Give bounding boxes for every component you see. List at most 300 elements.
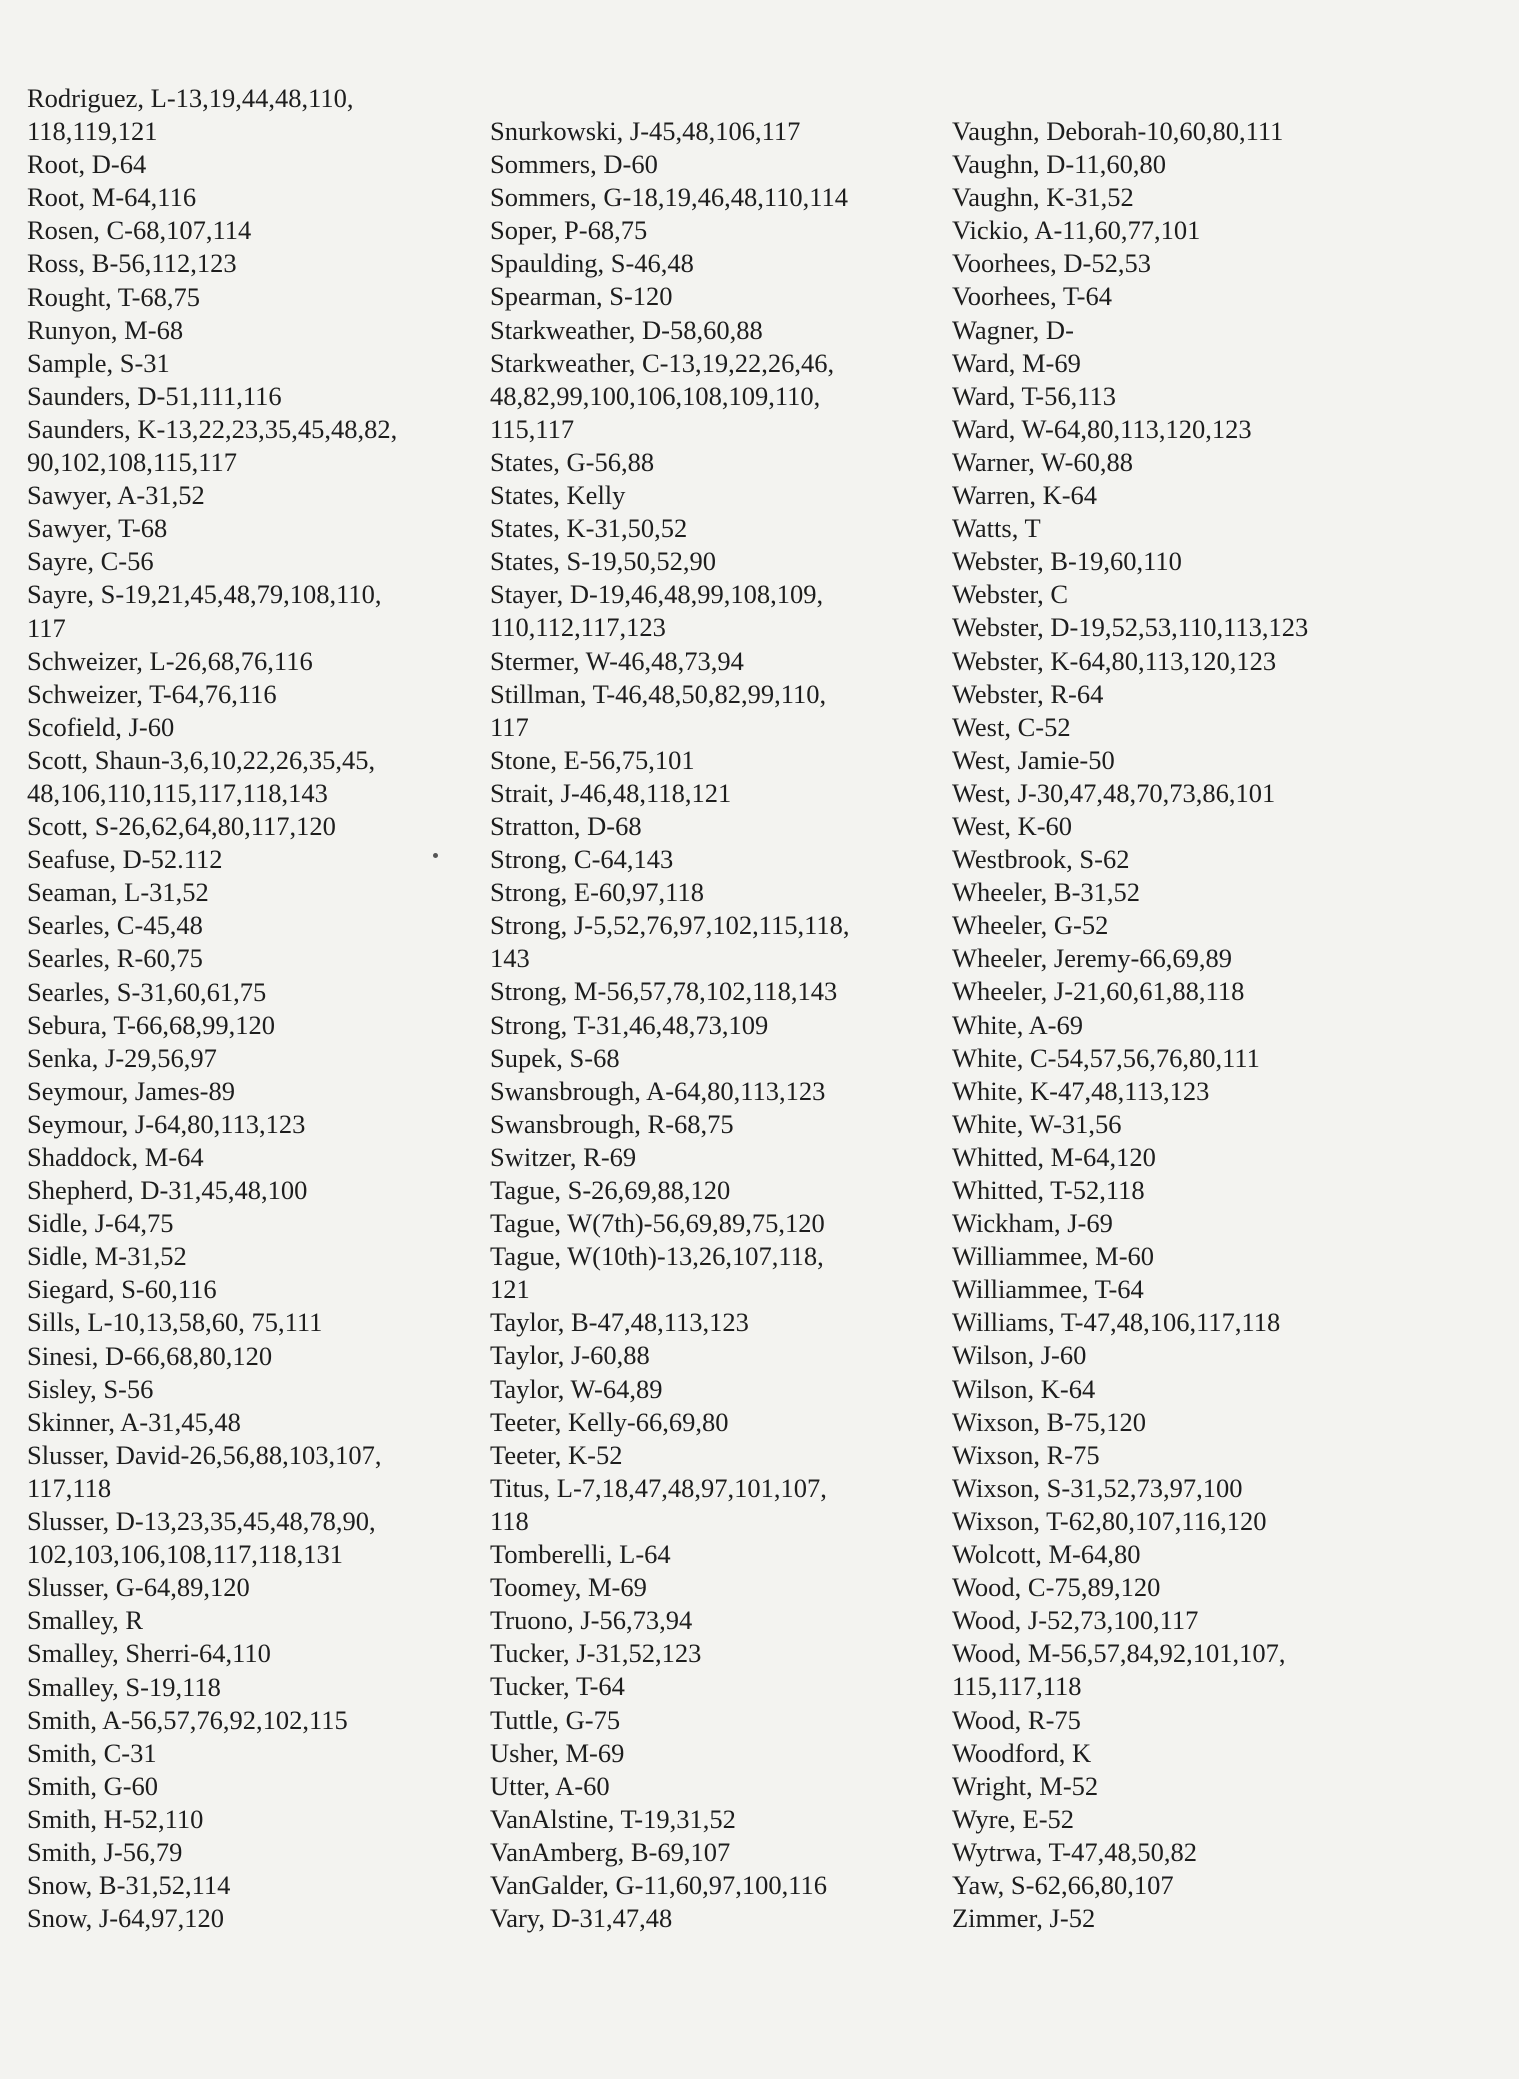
index-entry-line: Wheeler, B-31,52 (952, 877, 1141, 908)
index-entry (490, 1637, 930, 1670)
index-entry-line: Westbrook, S-62 (952, 844, 1130, 875)
index-entry-line: Searles, R-60,75 (27, 943, 203, 974)
index-entry-line: Wilson, K-64 (952, 1373, 1096, 1404)
index-entry (952, 1571, 1392, 1604)
index-entry (490, 247, 930, 280)
index-entry-line: Schweizer, L-26,68,76,116 (27, 645, 313, 676)
index-entry (27, 1174, 467, 1207)
index-entry-line: Tomberelli, L-64 (490, 1539, 671, 1570)
index-entry (490, 1472, 930, 1538)
index-entry-line: West, Jamie-50 (952, 744, 1115, 775)
index-entry (490, 1439, 930, 1472)
index-entry-line: Wilson, J-60 (952, 1340, 1087, 1371)
index-entry-line: Vaughn, K-31,52 (952, 182, 1134, 213)
index-entry (490, 512, 930, 545)
index-entry (952, 645, 1392, 678)
index-entry-line: Strait, J-46,48,118,121 (490, 777, 732, 808)
index-entry-line: Rodriguez, L-13,19,44,48,110, (27, 83, 354, 113)
index-entry-line: Saunders, D-51,111,116 (27, 380, 282, 411)
index-entry-line: Teeter, K-52 (490, 1439, 623, 1470)
index-entry (952, 1737, 1392, 1770)
index-entry (27, 1637, 467, 1670)
index-entry (490, 115, 930, 148)
index-entry-line: Smith, C-31 (27, 1737, 157, 1768)
index-entry-line: Searles, C-45,48 (27, 910, 203, 941)
index-column-2 (490, 115, 930, 1935)
index-entry-line: Wagner, D- (952, 314, 1074, 345)
index-entry (27, 281, 467, 314)
index-entry-line: Smith, H-52,110 (27, 1803, 204, 1834)
index-entry-line: West, C-52 (952, 711, 1071, 742)
index-entry (490, 347, 930, 446)
index-entry-line: Swansbrough, A-64,80,113,123 (490, 1075, 826, 1106)
index-entry (27, 1671, 467, 1704)
index-entry (27, 1075, 467, 1108)
index-entry (27, 1141, 467, 1174)
index-entry (952, 1472, 1392, 1505)
index-entry (490, 181, 930, 214)
index-entry (490, 1306, 930, 1339)
index-entry-line: Wixson, T-62,80,107,116,120 (952, 1505, 1267, 1536)
index-entry (490, 1339, 930, 1372)
index-entry-line: Whitted, M-64,120 (952, 1141, 1156, 1172)
index-entry-continuation: 118,119,121 (27, 116, 158, 147)
index-entry-line: Wyre, E-52 (952, 1803, 1075, 1834)
index-entry-continuation: 90,102,108,115,117 (27, 447, 238, 478)
index-entry-line: Scofield, J-60 (27, 711, 175, 742)
index-entry-line: Stayer, D-19,46,48,99,108,109, (490, 579, 824, 610)
index-entry (952, 1505, 1392, 1538)
index-entry-line: West, K-60 (952, 810, 1073, 841)
index-entry-line: Smith, G-60 (27, 1770, 159, 1801)
index-entry (952, 1207, 1392, 1240)
index-entry-line: Seafuse, D-52.112 (27, 844, 223, 875)
index-entry-line: Seymour, James-89 (27, 1075, 235, 1106)
index-entry-line: Wheeler, Jeremy-66,69,89 (952, 943, 1233, 974)
index-entry-line: States, G-56,88 (490, 446, 655, 477)
index-entry (27, 578, 467, 644)
index-entry (27, 876, 467, 909)
index-entry-line: Sommers, G-18,19,46,48,110,114 (490, 182, 848, 213)
index-entry-continuation: 121 (490, 1274, 530, 1305)
index-entry-line: White, C-54,57,56,76,80,111 (952, 1042, 1260, 1073)
index-entry-line: Tuttle, G-75 (490, 1704, 621, 1735)
index-entry (490, 744, 930, 777)
index-entry-line: Senka, J-29,56,97 (27, 1042, 217, 1073)
index-entry (490, 1406, 930, 1439)
index-entry-line: Stermer, W-46,48,73,94 (490, 645, 744, 676)
index-entry-line: VanAmberg, B-69,107 (490, 1836, 731, 1867)
index-entry-line: Slusser, David-26,56,88,103,107, (27, 1439, 382, 1470)
index-entry-line: States, Kelly (490, 480, 626, 511)
index-entry-line: Williammee, T-64 (952, 1274, 1144, 1305)
index-entry (27, 1571, 467, 1604)
index-entry-line: Wheeler, G-52 (952, 910, 1109, 941)
index-entry-line: Wytrwa, T-47,48,50,82 (952, 1836, 1197, 1867)
index-entry (490, 148, 930, 181)
index-entry-line: Starkweather, D-58,60,88 (490, 314, 763, 345)
index-entry-line: Searles, S-31,60,61,75 (27, 976, 267, 1007)
index-entry-line: Tague, W(7th)-56,69,89,75,120 (490, 1208, 825, 1239)
index-entry (27, 645, 467, 678)
index-entry-continuation: 118 (490, 1505, 529, 1536)
index-entry (490, 545, 930, 578)
index-entry-line: States, S-19,50,52,90 (490, 546, 716, 577)
index-entry-line: Vary, D-31,47,48 (490, 1903, 673, 1934)
index-entry-line: Wixson, S-31,52,73,97,100 (952, 1472, 1243, 1503)
index-entry-line: Tague, S-26,69,88,120 (490, 1175, 731, 1205)
index-entry-line: Vaughn, D-11,60,80 (952, 149, 1166, 180)
index-entry-line: Sebura, T-66,68,99,120 (27, 1009, 276, 1040)
index-entry (952, 148, 1392, 181)
index-entry (952, 280, 1392, 313)
index-entry (27, 1042, 467, 1075)
index-entry-line: Sidle, J-64,75 (27, 1208, 174, 1239)
index-entry (952, 545, 1392, 578)
index-entry-line: Wolcott, M-64,80 (952, 1539, 1141, 1570)
index-entry (27, 148, 467, 181)
index-entry (952, 1803, 1392, 1836)
index-entry-line: Webster, B-19,60,110 (952, 546, 1182, 577)
index-entry-line: Smalley, S-19,118 (27, 1671, 221, 1702)
index-entry (952, 1637, 1392, 1703)
index-entry-line: Schweizer, T-64,76,116 (27, 678, 277, 709)
index-entry-line: Ward, W-64,80,113,120,123 (952, 413, 1252, 444)
index-entry-line: Seymour, J-64,80,113,123 (27, 1108, 306, 1139)
index-entry (952, 611, 1392, 644)
index-entry (952, 678, 1392, 711)
index-entry-line: Teeter, Kelly-66,69,80 (490, 1406, 729, 1437)
index-entry-line: Zimmer, J-52 (952, 1903, 1096, 1934)
index-entry (490, 1737, 930, 1770)
index-entry-line: Wheeler, J-21,60,61,88,118 (952, 976, 1245, 1007)
index-entry (27, 976, 467, 1009)
index-entry (27, 247, 467, 280)
index-entry (490, 314, 930, 347)
index-entry (27, 1902, 467, 1935)
index-entry (952, 1009, 1392, 1042)
index-entry (952, 810, 1392, 843)
index-entry-line: West, J-30,47,48,70,73,86,101 (952, 777, 1276, 808)
index-entry (27, 1306, 467, 1339)
index-entry (490, 214, 930, 247)
index-entry-line: Williammee, M-60 (952, 1241, 1155, 1272)
index-entry-line: Slusser, G-64,89,120 (27, 1572, 250, 1603)
index-entry (952, 1439, 1392, 1472)
index-entry (27, 1439, 467, 1505)
index-entry (27, 1108, 467, 1141)
index-entry (27, 942, 467, 975)
index-entry (27, 1240, 467, 1273)
index-entry-continuation: 110,112,117,123 (490, 612, 666, 643)
index-entry-line: Wood, R-75 (952, 1704, 1081, 1735)
index-entry (952, 512, 1392, 545)
index-entry-line: Shaddock, M-64 (27, 1142, 204, 1172)
index-entry (490, 1836, 930, 1869)
index-entry-continuation: 115,117 (490, 413, 575, 444)
index-entry (490, 777, 930, 810)
index-entry-line: Truono, J-56,73,94 (490, 1605, 693, 1636)
index-entry-continuation: 117 (490, 711, 529, 742)
index-entry-line: Tague, W(10th)-13,26,107,118, (490, 1241, 824, 1272)
index-entry-line: Voorhees, T-64 (952, 281, 1112, 312)
index-entry (27, 545, 467, 578)
index-entry (952, 413, 1392, 446)
index-entry (490, 1108, 930, 1141)
index-entry-line: Supek, S-68 (490, 1042, 620, 1073)
index-entry-line: Runyon, M-68 (27, 314, 184, 345)
index-entry (27, 214, 467, 247)
index-entry (490, 843, 930, 876)
index-entry-line: Sample, S-31 (27, 347, 170, 378)
index-entry (490, 1902, 930, 1935)
index-entry (952, 1240, 1392, 1273)
index-entry (490, 909, 930, 975)
index-entry-line: Snurkowski, J-45,48,106,117 (490, 116, 801, 146)
index-entry (952, 1141, 1392, 1174)
index-entry-line: Swansbrough, R-68,75 (490, 1108, 734, 1139)
index-entry (952, 181, 1392, 214)
index-entry (952, 578, 1392, 611)
index-entry-line: White, A-69 (952, 1009, 1083, 1040)
index-entry (490, 1670, 930, 1703)
index-entry (952, 1339, 1392, 1372)
index-entry-line: Snow, B-31,52,114 (27, 1870, 231, 1901)
index-entry-line: Smalley, Sherri-64,110 (27, 1638, 271, 1669)
index-entry (952, 1538, 1392, 1571)
stray-ink-dot (433, 853, 438, 858)
index-entry-line: Starkweather, C-13,19,22,26,46, (490, 347, 835, 378)
index-entry (490, 1174, 930, 1207)
index-entry (27, 181, 467, 214)
index-entry (27, 1737, 467, 1770)
index-entry-line: Strong, J-5,52,76,97,102,115,118, (490, 910, 850, 941)
index-entry (27, 1803, 467, 1836)
index-entry (490, 1803, 930, 1836)
index-entry-line: Williams, T-47,48,106,117,118 (952, 1307, 1281, 1338)
index-entry (490, 975, 930, 1008)
index-entry-line: States, K-31,50,52 (490, 513, 688, 544)
index-entry (490, 678, 930, 744)
index-entry-line: Slusser, D-13,23,35,45,48,78,90, (27, 1506, 376, 1537)
index-entry (952, 115, 1392, 148)
index-entry (27, 380, 467, 413)
index-entry-line: Stillman, T-46,48,50,82,99,110, (490, 678, 827, 709)
index-entry-line: Webster, C (952, 579, 1069, 610)
index-entry (952, 1406, 1392, 1439)
index-entry-line: Wood, M-56,57,84,92,101,107, (952, 1638, 1286, 1669)
index-entry (952, 909, 1392, 942)
index-entry (27, 909, 467, 942)
index-entry-line: Utter, A-60 (490, 1770, 610, 1801)
index-entry-line: Warner, W-60,88 (952, 446, 1134, 477)
index-entry (490, 1571, 930, 1604)
index-entry-line: Voorhees, D-52,53 (952, 248, 1151, 279)
index-entry-line: Sawyer, A-31,52 (27, 480, 205, 511)
index-entry-line: White, K-47,48,113,123 (952, 1075, 1210, 1106)
index-entry-line: Smalley, R (27, 1605, 144, 1636)
index-entry (490, 1075, 930, 1108)
index-entry-line: Shepherd, D-31,45,48,100 (27, 1175, 308, 1206)
index-entry-line: Smith, J-56,79 (27, 1836, 183, 1867)
index-entry (952, 479, 1392, 512)
index-entry (490, 280, 930, 313)
index-entry (952, 446, 1392, 479)
index-entry (952, 1836, 1392, 1869)
index-entry-line: Wright, M-52 (952, 1770, 1099, 1801)
index-entry-continuation: 117 (27, 612, 66, 643)
index-entry (490, 1373, 930, 1406)
index-entry (27, 843, 467, 876)
index-entry (490, 1869, 930, 1902)
index-entry-line: Wickham, J-69 (952, 1208, 1113, 1239)
index-entry (27, 413, 467, 479)
index-entry (952, 975, 1392, 1008)
index-entry-line: Stone, E-56,75,101 (490, 744, 695, 775)
index-entry-continuation: 143 (490, 943, 530, 974)
index-entry (490, 1240, 930, 1306)
index-entry (27, 479, 467, 512)
index-entry-line: Scott, S-26,62,64,80,117,120 (27, 811, 336, 842)
index-entry-line: Root, D-64 (27, 149, 147, 180)
index-entry (490, 1538, 930, 1571)
index-entry-line: White, W-31,56 (952, 1108, 1122, 1139)
index-entry (952, 1704, 1392, 1737)
index-entry-line: Ward, T-56,113 (952, 380, 1116, 411)
index-entry-line: Spearman, S-120 (490, 281, 673, 312)
index-entry-line: Root, M-64,116 (27, 182, 197, 213)
index-entry (952, 1174, 1392, 1207)
index-entry-line: Sinesi, D-66,68,80,120 (27, 1340, 273, 1371)
index-entry-line: Webster, R-64 (952, 678, 1104, 709)
index-entry (952, 314, 1392, 347)
index-entry (27, 1406, 467, 1439)
index-entry-line: Yaw, S-62,66,80,107 (952, 1869, 1174, 1900)
index-entry (27, 1009, 467, 1042)
index-entry (952, 1273, 1392, 1306)
index-entry (27, 1869, 467, 1902)
index-entry-line: Taylor, W-64,89 (490, 1373, 663, 1404)
index-entry (952, 777, 1392, 810)
index-entry-line: Webster, D-19,52,53,110,113,123 (952, 612, 1309, 643)
index-entry-line: Toomey, M-69 (490, 1572, 647, 1603)
index-entry (27, 1340, 467, 1373)
index-entry-line: Strong, T-31,46,48,73,109 (490, 1009, 769, 1040)
index-entry-line: Tucker, T-64 (490, 1671, 625, 1702)
index-entry (490, 479, 930, 512)
index-entry (27, 744, 467, 810)
index-entry (490, 645, 930, 678)
index-entry-line: Usher, M-69 (490, 1737, 625, 1768)
index-entry-line: Whitted, T-52,118 (952, 1175, 1145, 1205)
index-entry-continuation: 48,82,99,100,106,108,109,110, (490, 380, 821, 411)
index-entry-line: VanAlstine, T-19,31,52 (490, 1803, 736, 1834)
index-entry-line: Titus, L-7,18,47,48,97,101,107, (490, 1472, 827, 1503)
index-entry (27, 1836, 467, 1869)
index-entry (952, 214, 1392, 247)
index-entry-line: Strong, E-60,97,118 (490, 877, 704, 908)
index-entry-line: Skinner, A-31,45,48 (27, 1406, 241, 1437)
index-entry (952, 711, 1392, 744)
index-entry (490, 1042, 930, 1075)
index-entry (952, 1042, 1392, 1075)
index-entry-line: Sidle, M-31,52 (27, 1241, 187, 1272)
index-entry-line: Sayre, S-19,21,45,48,79,108,110, (27, 579, 382, 610)
index-entry-line: Warren, K-64 (952, 480, 1098, 511)
index-entry-line: Vickio, A-11,60,77,101 (952, 215, 1201, 246)
index-entry-line: Snow, J-64,97,120 (27, 1903, 225, 1934)
index-entry-continuation: 48,106,110,115,117,118,143 (27, 777, 328, 808)
index-entry-line: Soper, P-68,75 (490, 215, 648, 246)
index-entry-continuation: 102,103,106,108,117,118,131 (27, 1539, 344, 1570)
index-entry-line: Spaulding, S-46,48 (490, 248, 694, 279)
index-entry (490, 1770, 930, 1803)
index-entry (952, 1075, 1392, 1108)
index-entry (952, 1770, 1392, 1803)
index-entry-line: Stratton, D-68 (490, 810, 642, 841)
index-entry-line: Wood, C-75,89,120 (952, 1572, 1161, 1603)
index-entry (952, 347, 1392, 380)
index-entry (952, 1108, 1392, 1141)
index-entry-line: Smith, A-56,57,76,92,102,115 (27, 1704, 348, 1735)
index-entry (952, 380, 1392, 413)
index-entry (952, 1604, 1392, 1637)
index-entry (490, 446, 930, 479)
index-entry-line: VanGalder, G-11,60,97,100,116 (490, 1869, 827, 1900)
index-column-3 (952, 115, 1392, 1935)
index-entry (490, 1207, 930, 1240)
index-entry-line: Wixson, B-75,120 (952, 1406, 1147, 1437)
index-entry (27, 1604, 467, 1637)
index-entry (27, 1273, 467, 1306)
index-entry-line: Wood, J-52,73,100,117 (952, 1605, 1199, 1636)
index-entry (952, 1869, 1392, 1902)
index-entry-line: Tucker, J-31,52,123 (490, 1638, 702, 1669)
index-entry (27, 810, 467, 843)
index-entry-line: Rosen, C-68,107,114 (27, 215, 252, 246)
index-entry (27, 711, 467, 744)
index-entry-line: Scott, Shaun-3,6,10,22,26,35,45, (27, 744, 376, 775)
index-entry (27, 347, 467, 380)
index-entry (952, 843, 1392, 876)
index-entry (952, 744, 1392, 777)
index-entry (27, 1704, 467, 1737)
index-entry-line: Taylor, B-47,48,113,123 (490, 1307, 749, 1338)
index-entry-line: Watts, T (952, 513, 1041, 544)
index-entry (27, 512, 467, 545)
index-entry (27, 1207, 467, 1240)
index-entry (952, 1902, 1392, 1935)
index-entry-line: Saunders, K-13,22,23,35,45,48,82, (27, 413, 398, 444)
index-entry-line: Sayre, C-56 (27, 546, 154, 577)
index-entry-line: Vaughn, Deborah-10,60,80,111 (952, 116, 1284, 146)
index-entry (490, 1704, 930, 1737)
index-entry (490, 578, 930, 644)
index-entry (27, 82, 467, 148)
index-entry (490, 810, 930, 843)
index-entry (952, 1306, 1392, 1339)
index-entry-line: Rought, T-68,75 (27, 281, 201, 312)
index-entry (952, 1373, 1392, 1406)
index-entry-line: Switzer, R-69 (490, 1141, 637, 1172)
index-entry (27, 1770, 467, 1803)
index-entry-line: Sills, L-10,13,58,60, 75,111 (27, 1307, 323, 1338)
index-column-1 (27, 82, 467, 1935)
index-entry-line: Strong, M-56,57,78,102,118,143 (490, 976, 838, 1007)
index-entry-line: Sawyer, T-68 (27, 513, 168, 544)
index-entry (490, 876, 930, 909)
index-entry (490, 1604, 930, 1637)
